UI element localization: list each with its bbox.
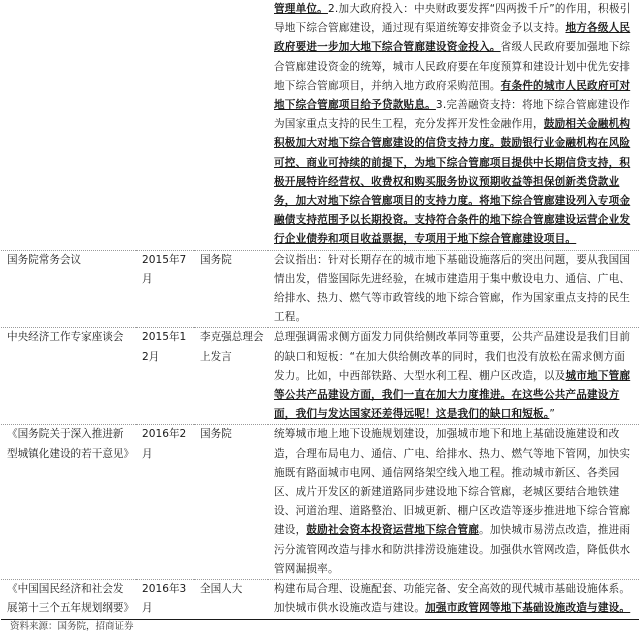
emphasized-text: 地方各级人民政府要进一步加大地下综合管廊建设资金投入。: [274, 22, 631, 54]
content-text: 构建布局合理、设施配套、功能完备、安全高效的现代城市基础设施体系。加快城市供水设施改造与建设。: [274, 583, 631, 615]
issuer-cell: 国务院: [194, 425, 268, 580]
content-text: 总理强调需求侧方面发力同供给侧改革同等重要，公共产品建设是我们目前的缺口和短板：“在加大供给侧改革的同时，我们也没有放松在需求侧方面发力。比如，中西部铁路、大型水利工程、棚户区改造，以及: [274, 331, 631, 382]
content-text: 统筹城市地上地下设施规划建设，加强城市地下和地上基础设施建设和改造，合理布局电力、通信、广电、给排水、热力、燃气等地下管网，加快实施既有路面城市电网、通信网络架空线入地工程。推动城市新区、各类园区、成片开发区的新建道路同步建设地下综合管廊，老城区要结合地铁建设、河道治理、道路整治、旧城更新、棚户区改造等逐步推进地下综合管廊建设，: [274, 428, 631, 537]
emphasized-text: 鼓励相关金融机构积极加大对地下综合管廊建设的信贷支持力度。鼓励银行业金融机构在风险可控、商业可持续的前提下，为地下综合管廊项目提供中长期信贷支持，积极开展特许经营权、收费权和购买服务协议预期收益等担保创新类贷款业务，加大对地下综合管廊项目的支持力度。将地下综合管廊建设列入专项金融债支持范围予以长期投资。支持符合条件的地下综合管廊建设运营企业发行企业债券和项目收益票据，专项用于地下综合管廊建设项目。: [274, 118, 631, 246]
date-cell: 2016年2月: [136, 425, 194, 580]
emphasized-text: 管理单位。: [274, 3, 328, 15]
issuer-cell: 李克强总理会上发言: [194, 328, 268, 425]
content-cell: [268, 250, 639, 328]
issuer-cell: [194, 0, 268, 250]
emphasized-text: 有条件的城市人民政府可对地下综合管廊项目给予贷款贴息。: [274, 79, 631, 112]
content-cell: [268, 0, 639, 250]
emphasized-text: 鼓励社会资本投资运营地下综合管廊: [306, 524, 480, 537]
content-text: 。加快城市易涝点改造，推进雨污分流管网改造与排水和防洪排涝设施建设。加强供水管网改造，降低供水管网漏损率。: [274, 524, 631, 575]
content-cell: [268, 425, 639, 580]
policy-table: [1, 0, 639, 620]
emphasized-text: 加强市政管网等地下基础设施改造与建设。: [425, 602, 631, 615]
document-name-cell: [1, 0, 136, 250]
table-row: [1, 580, 639, 619]
content-cell: [268, 580, 639, 619]
content-text: 3.完善融资支持：将地下综合管廊建设作为国家重点支持的民生工程，充分发挥开发性金融作用，: [274, 99, 630, 131]
table-row: [1, 250, 639, 328]
document-name-cell: 《国务院关于深入推进新型城镇化建设的若干意见》: [1, 425, 136, 580]
document-name-cell: 《中国国民经济和社会发展第十三个五年规划纲要》: [1, 580, 136, 619]
content-text: 会议指出：针对长期存在的城市地下基础设施落后的突出问题，要从我国国情出发，借鉴国际先进经验，在城市建造用于集中敷设电力、通信、广电、给排水、热力、燃气等市政管线的地下综合管廊，作为国家重点支持的民生工程。: [274, 253, 631, 324]
table-row: [1, 328, 639, 425]
date-cell: 2015年7月: [136, 250, 194, 328]
content-text: 省级人民政府要加强地下综合管廊建设资金的统筹，城市人民政府要在年度预算和建设计划中优先安排地下综合管廊项目，并纳入地方政府采购范围。: [274, 41, 631, 92]
date-cell: [136, 0, 194, 250]
issuer-cell: 国务院: [194, 250, 268, 328]
content-cell: [268, 328, 639, 425]
document-name-cell: 中央经济工作专家座谈会: [1, 328, 136, 425]
date-cell: 2015年12月: [136, 328, 194, 425]
table-row: [1, 0, 639, 250]
content-text: ”: [549, 408, 556, 421]
issuer-cell: 全国人大: [194, 580, 268, 619]
document-name-cell: 国务院常务会议: [1, 250, 136, 328]
source-note: 资料来源：国务院，招商证券: [10, 621, 134, 632]
content-text: 2.加大政府投入：中央财政要发挥“四两拨千斤”的作用，积极引导地下综合管廊建设，通过现有渠道统筹安排资金予以支持。: [274, 3, 631, 35]
date-cell: 2016年3月: [136, 580, 194, 619]
table-row: [1, 425, 639, 580]
emphasized-text: 城市地下管廊等公共产品建设方面，我们一直在加大力度推进。在这些公共产品建设方面，我们与发达国家还差得远呢！这是我们的缺口和短板。: [274, 369, 631, 421]
